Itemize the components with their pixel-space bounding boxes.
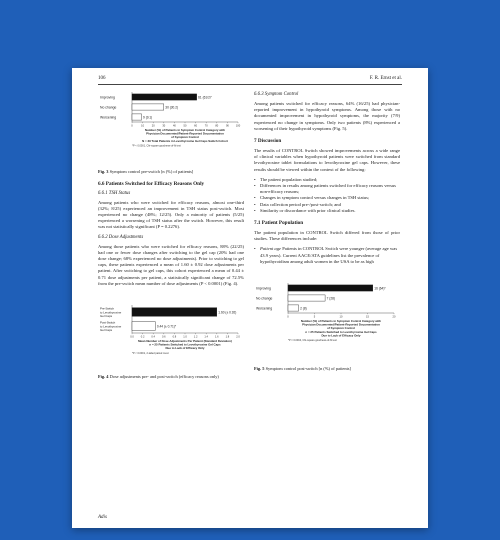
category-label: to Levothyroxine — [100, 324, 122, 329]
category-label: Improving — [256, 286, 271, 291]
section-7-1-heading: 7.1 Patient Population — [254, 220, 304, 227]
figure-4-caption-text: Dose adjustments pre- and post-switch (efficacy reasons only) — [109, 374, 219, 380]
data-label: 30 (30.2) — [165, 105, 179, 110]
x-axis-label: Mean Number of Dose Adjustments Per Patient (Standard Deviation) — [138, 339, 232, 344]
category-label: No change — [100, 105, 117, 110]
left-column — [98, 88, 244, 386]
x-tick-label: 80 — [215, 124, 219, 128]
chart-footnote: *P = 0.0004, Chi-square goodness-of-fit test — [288, 339, 337, 343]
figure-4 — [98, 301, 244, 372]
discussion-bullet-list — [254, 177, 400, 214]
category-label: Pre-Switch — [100, 306, 114, 311]
x-tick-label: 1.0 — [183, 335, 187, 339]
x-tick-label: 100 — [235, 124, 241, 128]
data-label: 9 (9.1) — [143, 115, 153, 120]
category-label: Gel Caps — [100, 327, 113, 332]
data-label: 1.60 (± 0.92) — [218, 310, 237, 315]
bar — [132, 94, 197, 100]
x-tick-label: 5 — [313, 315, 316, 319]
list-item: • Differences in results among patients switched for efficacy reasons versus non-efficacy reasons; — [254, 183, 400, 195]
x-tick-label: 1.8 — [225, 335, 230, 339]
tsh-status-paragraph: Among patients who were switched for efficacy reasons, almost one-third (32%; 8/25) experienced an improvement in TSH status post-switch. Most experienced no change (48%; 12/25). Only a minority of patients (5/25) experienced a worsening of TSH status after the switch. However, this result was not statistically significant (P = 0.2276). — [98, 199, 244, 230]
symptom-control-paragraph: Among patients switched for efficacy reasons, 64% (16/25) had physician-reported improvement in hypothyroid symptoms. Among those with no documented improvement in hypothyroid symptoms, the majority (7/9) experienced no change in symptoms. Only two patients (8%) experienced a worsening of their hypothyroid symptoms (Fig. 5). — [254, 101, 400, 131]
figure-4-caption-label: Fig. 4 — [98, 374, 109, 380]
category-label: Worsening — [256, 306, 273, 311]
category-label: No change — [256, 296, 273, 301]
x-tick-label: 40 — [172, 124, 176, 128]
discussion-paragraph: The results of CONTROL Switch showed improvements across a wide range of clinical variables when hypothyroid patients were switched from standard levothyroxine tablet formulations to levothyroxine gel caps. However, these results should be viewed within the context of the following: — [254, 148, 400, 172]
bar — [288, 285, 373, 291]
x-tick-label: 60 — [194, 124, 198, 128]
figure-5-chart — [254, 279, 400, 359]
x-tick-label: 0.4 — [151, 335, 156, 339]
x-tick-label: 0.0 — [130, 335, 134, 339]
figure-5 — [254, 279, 400, 364]
population-bullet-list — [254, 246, 400, 265]
x-tick-label: 2.0 — [236, 335, 240, 339]
section-7-heading: 7 Discussion — [254, 138, 282, 145]
data-label: 7 (28) — [326, 296, 335, 301]
x-axis-label: Physician Documented/Patient-Reported Documentation — [302, 322, 380, 327]
patient-population-paragraph: The patient population in CONTROL Switch differed from those of prior studies. These differences include: — [254, 230, 400, 242]
x-tick-label: 1.4 — [204, 335, 209, 339]
x-tick-label: 70 — [204, 124, 208, 128]
running-authors: F. R. Ernst et al. — [369, 76, 402, 81]
section-6-6-3-heading: 6.6.3 Symptom Control — [254, 92, 299, 97]
data-label: 61 (61/27 — [198, 95, 212, 100]
x-tick-label: 0 — [131, 124, 133, 128]
list-item: • The patient population studied; — [254, 177, 400, 183]
bar — [288, 295, 325, 301]
x-tick-label: 0.2 — [140, 335, 145, 339]
list-item: • Changes in symptom control versus changes in TSH status; — [254, 195, 400, 201]
section-6-6-1-heading: 6.6.1 TSH Status — [98, 190, 131, 196]
x-axis-label: N = 39 Total Patients in Levothyroxine Gel Caps Switch Cohort — [142, 138, 228, 143]
figure-3-caption — [98, 169, 244, 175]
publisher-footer: Adis — [98, 515, 107, 520]
bar — [288, 305, 299, 311]
x-tick-label: 20 — [151, 124, 155, 128]
x-axis-label: Number (%) of Patients in Symptom Control Category with — [144, 128, 226, 132]
right-column — [254, 88, 400, 378]
x-axis-label: Physician Documented/Patient-Reported Documentation — [146, 131, 224, 136]
x-tick-label: 0.8 — [172, 335, 177, 339]
x-axis-label: of Symptom Control — [171, 135, 199, 140]
category-label: Improving — [100, 95, 115, 100]
data-label: 0.44 (± 0.71)* — [156, 324, 177, 329]
category-label: Gel Caps — [100, 313, 113, 318]
dose-adjustments-paragraph: Among those patients who were switched for efficacy reasons, 88% (22/25) had one or fewer dose changes after switching to the gel cap (20% had one dose change; 68% experienced no dose adjustments). Prior to switching to gel caps, these patients experienced a mean of 1.60 ± 0.92 dose adjustments per patient. After switching to gel caps, this cohort experienced a mean of 0.44 ± 0.71 dose adjustments per patient, a statistically significant change of 72.5% from the pre-switch mean number of dose adjustments (P < 0.0001) (Fig. 4). — [98, 243, 244, 286]
x-tick-label: 0 — [287, 315, 289, 319]
x-tick-label: 1.2 — [193, 335, 198, 339]
figure-4-caption — [98, 374, 244, 380]
data-label: 16 (64)* — [374, 286, 386, 291]
chart-footnote: *P < 0.0001, 2-tailed paired t-test — [132, 351, 169, 355]
patient-age-label: Patient age — [260, 246, 282, 252]
paper-page — [72, 68, 428, 528]
list-item: • Data collection period pre-/post-switch; and — [254, 202, 400, 208]
category-label: to Levothyroxine — [100, 310, 122, 315]
x-tick-label: 0.6 — [161, 335, 166, 339]
figure-3-caption-label: Fig. 3 — [98, 169, 109, 174]
section-6-6-2-heading: 6.6.2 Dose Adjustments — [98, 234, 144, 240]
page-number: 106 — [98, 76, 106, 81]
x-tick-label: 10 — [339, 315, 343, 319]
header-rule — [98, 84, 402, 85]
patient-age-text: Patients in CONTROL Switch were younger (average age was 43.9 years). Current AACE/ATA guidelines list the prevalence of hypothyroidism among adult women in the USA to be as high — [260, 246, 398, 264]
x-tick-label: 1.6 — [214, 335, 219, 339]
figure-3-chart — [98, 88, 244, 162]
figure-5-caption-text: Symptom control post-switch [n (%) of patients] — [265, 366, 351, 372]
x-axis-label: Due to Lack of Efficacy Only — [165, 346, 205, 351]
figure-5-caption-label: Fig. 5 — [254, 366, 265, 372]
figure-3-caption-text: Symptom control pre-switch [n (%) of patients] — [109, 169, 194, 174]
x-tick-label: 10 — [141, 124, 145, 128]
category-label: Post-Switch — [100, 320, 116, 325]
list-item — [254, 246, 400, 265]
chart-footnote: *P < 0.0001, Chi-square goodness-of-fit test — [132, 144, 181, 148]
x-tick-label: 50 — [183, 124, 187, 128]
list-item: • Similarity or discordance with prior clinical studies. — [254, 208, 400, 214]
bar — [132, 322, 155, 331]
x-axis-label: Number (%) of Patients in Symptom Control Category with — [300, 319, 382, 324]
x-tick-label: 20 — [392, 315, 396, 319]
figure-5-caption — [254, 366, 400, 372]
bar — [132, 104, 164, 110]
section-6-6-heading: 6.6 Patients Switched for Efficacy Reasons Only — [98, 180, 205, 187]
data-label: 2 (8) — [300, 306, 307, 311]
x-axis-label: Due to Lack of Efficacy Only — [321, 333, 361, 338]
x-axis-label: of Symptom Control — [327, 326, 355, 331]
x-tick-label: 90 — [225, 124, 229, 128]
bar — [132, 308, 217, 317]
category-label: Worsening — [100, 115, 117, 120]
x-tick-label: 15 — [366, 315, 369, 319]
bar — [132, 114, 142, 120]
x-tick-label: 30 — [162, 124, 166, 128]
x-axis-label: n = 25 Patients Switched to Levothyroxine Gel Caps — [149, 342, 221, 347]
figure-3 — [98, 88, 244, 167]
x-axis-label: n = 25 Patients Switched to Levothyroxine Gel Caps — [305, 329, 377, 334]
figure-4-chart — [98, 301, 244, 367]
